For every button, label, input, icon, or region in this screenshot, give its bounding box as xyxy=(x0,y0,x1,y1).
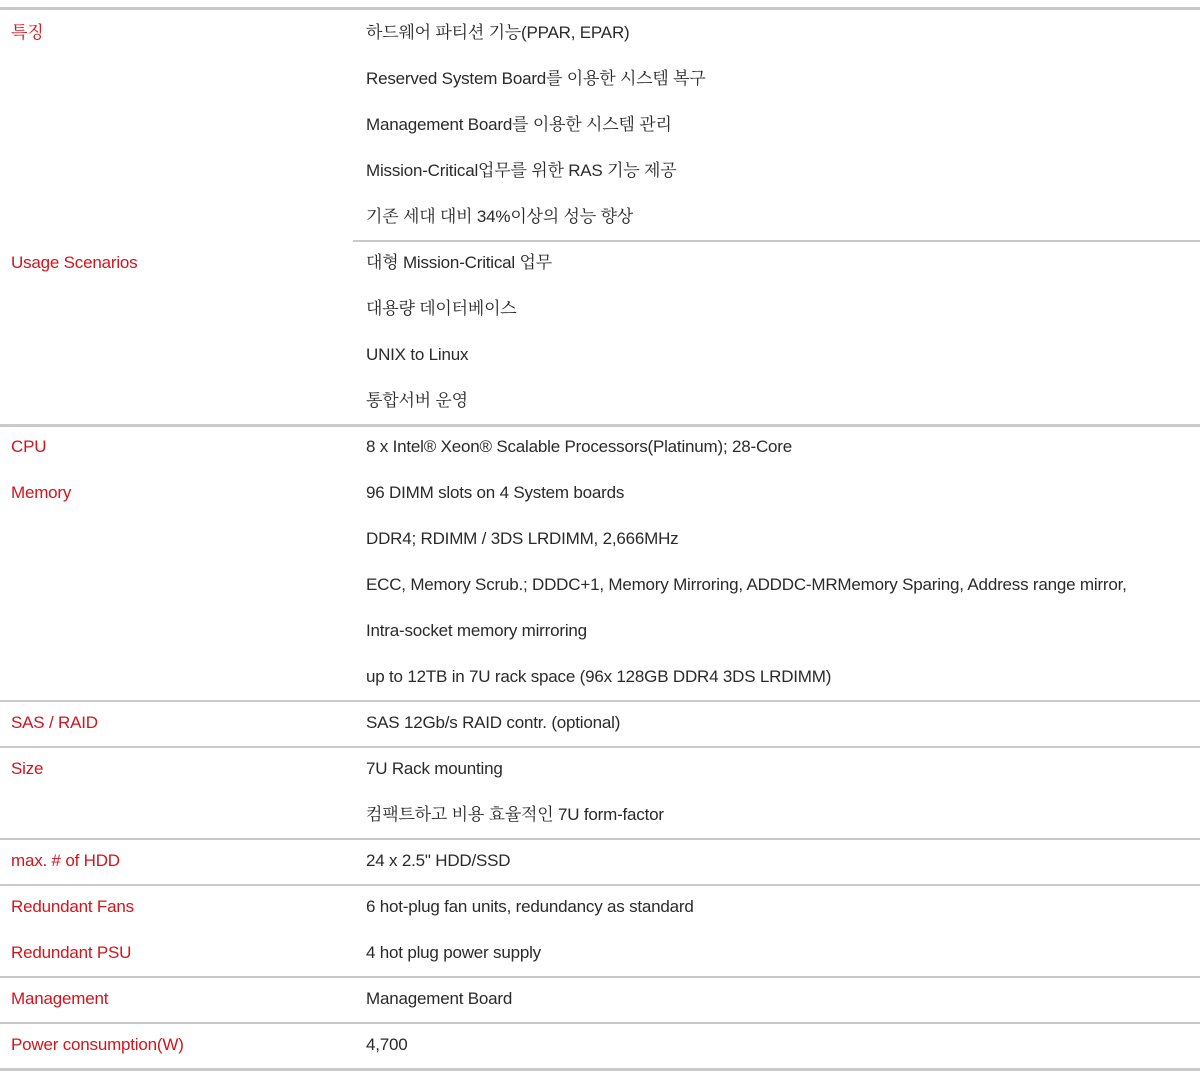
row-value: 대형 Mission-Critical 업무 xyxy=(366,253,552,272)
row-values xyxy=(353,884,1200,930)
spec-row-redundant-psu xyxy=(0,930,1200,976)
row-label: Redundant Fans xyxy=(11,897,134,916)
row-label: CPU xyxy=(11,437,47,456)
row-value: SAS 12Gb/s RAID contr. (optional) xyxy=(366,713,621,732)
row-values xyxy=(353,976,1200,1022)
row-value: ECC, Memory Scrub.; DDDC+1, Memory Mirroring, ADDDC-MRMemory Sparing, Address range mirror, xyxy=(366,575,1127,594)
row-value: Intra-socket memory mirroring xyxy=(366,621,587,640)
spec-row-size xyxy=(0,746,1200,838)
row-value: UNIX to Linux xyxy=(366,345,469,364)
row-value: up to 12TB in 7U rack space (96x 128GB DDR4 3DS LRDIMM) xyxy=(366,667,832,686)
row-value: 4,700 xyxy=(366,1035,408,1054)
row-label: SAS / RAID xyxy=(11,713,98,732)
row-value: Management Board를 이용한 시스템 관리 xyxy=(366,115,672,134)
row-values xyxy=(353,746,1200,838)
row-label: max. # of HDD xyxy=(11,851,120,870)
spec-row-usage-scenarios xyxy=(0,240,1200,424)
row-value: 7U Rack mounting xyxy=(366,759,503,778)
row-value: 하드웨어 파티션 기능(PPAR, EPAR) xyxy=(366,23,630,42)
row-label: Management xyxy=(11,989,109,1008)
spec-table xyxy=(0,7,1200,1071)
row-value: Reserved System Board를 이용한 시스템 복구 xyxy=(366,69,706,88)
row-value: 대용량 데이터베이스 xyxy=(366,299,517,318)
row-label: Memory xyxy=(11,483,72,502)
spec-row-features xyxy=(0,10,1200,240)
row-value: 통합서버 운영 xyxy=(366,391,468,410)
row-value: 96 DIMM slots on 4 System boards xyxy=(366,483,625,502)
row-value: Mission-Critical업무를 위한 RAS 기능 제공 xyxy=(366,161,677,180)
row-value: DDR4; RDIMM / 3DS LRDIMM, 2,666MHz xyxy=(366,529,679,548)
row-value: 컴팩트하고 비용 효율적인 7U form-factor xyxy=(366,805,664,824)
row-value: 4 hot plug power supply xyxy=(366,943,541,962)
row-values xyxy=(353,10,1200,240)
row-value: 24 x 2.5" HDD/SSD xyxy=(366,851,511,870)
row-values xyxy=(353,700,1200,746)
row-label: 특징 xyxy=(11,23,44,42)
row-values xyxy=(353,1022,1200,1068)
row-values xyxy=(353,424,1200,470)
row-values xyxy=(353,470,1200,700)
row-label: Size xyxy=(11,759,44,778)
spec-row-redundant-fans xyxy=(0,884,1200,930)
row-label: Power consumption(W) xyxy=(11,1035,184,1054)
row-values xyxy=(353,240,1200,424)
spec-row-sas-raid xyxy=(0,700,1200,746)
spec-row-memory xyxy=(0,470,1200,700)
row-value: 기존 세대 대비 34%이상의 성능 향상 xyxy=(366,207,633,226)
spec-row-cpu xyxy=(0,424,1200,470)
row-value: 6 hot-plug fan units, redundancy as standard xyxy=(366,897,694,916)
row-value: Management Board xyxy=(366,989,513,1008)
row-values xyxy=(353,838,1200,884)
row-label: Redundant PSU xyxy=(11,943,132,962)
spec-row-power-consumption xyxy=(0,1022,1200,1068)
spec-row-max-hdd xyxy=(0,838,1200,884)
row-values xyxy=(353,930,1200,976)
row-label: Usage Scenarios xyxy=(11,253,138,272)
row-value: 8 x Intel® Xeon® Scalable Processors(Platinum); 28-Core xyxy=(366,437,793,456)
spec-row-management xyxy=(0,976,1200,1022)
